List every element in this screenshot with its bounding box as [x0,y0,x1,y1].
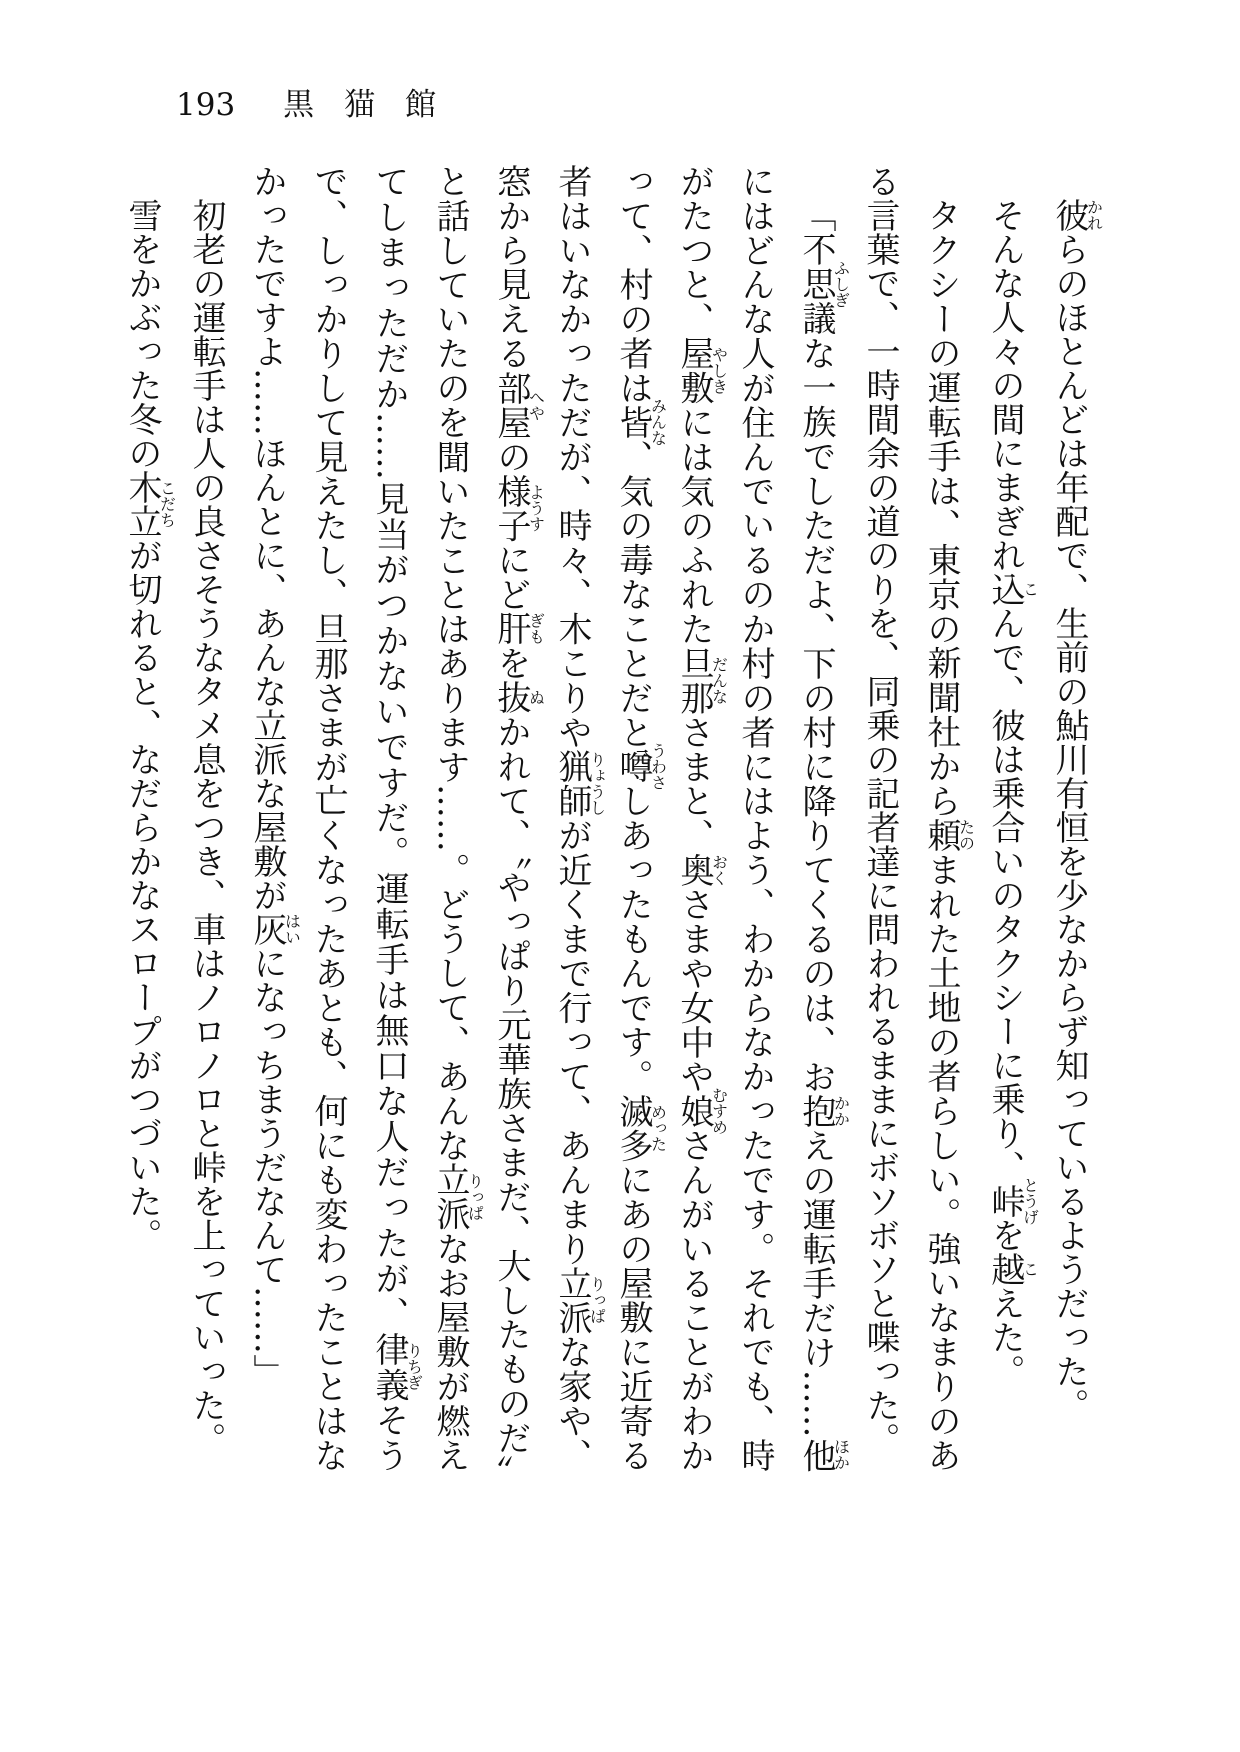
ruby-annotated-word: 奥おく [674,852,729,888]
ruby-annotated-word: 峠とうげ [985,1177,1040,1225]
text-block [120,164,1102,1472]
running-head [176,87,467,123]
ruby-annotated-word: 皆みんな [613,398,668,447]
ruby-annotated-word: 立派りっぱ [552,1265,607,1335]
book-title: 黒猫館 [283,87,467,123]
ruby-annotated-word: 込こ [985,572,1040,606]
ruby-annotated-word: 不思議ふしぎ [796,232,851,336]
paragraph: 彼かれらのほとんどは年配で、生前の鮎川有恒を少なからず知っているようだった。 [1049,198,1104,1422]
ruby-annotated-word: 屋敷やしき [674,336,729,406]
ruby-annotated-word: 律義りちぎ [369,1331,424,1403]
ruby-annotated-word: 肝ぎも [491,611,546,646]
ruby-annotated-word: 頼たの [921,818,976,853]
ruby-annotated-word: 猟師りょうし [552,749,607,819]
ruby-annotated-word: 噂うわさ [613,742,668,791]
ruby-annotated-word: 滅多めった [613,1093,668,1163]
paragraph: タクシーの運転手は、東京の新聞社から頼たのまれた土地の者らしい。強いなまりのある言葉で、一時間余の道のりを、同乗の記者達に問われるままにボソボソと喋った。 [860,164,976,1473]
ruby-annotated-word: 立派りっぱ [430,1162,485,1232]
ruby-annotated-word: 灰はい [247,912,302,946]
ruby-annotated-word: 彼かれ [1049,198,1104,232]
paragraph: 「不思議ふしぎな一族でしただよ、下の村に降りてくるのは、お抱かかえの運転手だけ……他ほかにはどんな人が住んでいるのか村の者にはよう、わからなかったです。それでも、時がたつと、屋敷やしきには気のふれた旦那だんなさまと、奥おくさまや女中や娘むすめさんがいることがわかって、村の者は皆みんな、気の毒なことだと噂うわさしあったもんです。滅多めったにあの屋敷に近寄る者はいなかっただが、時々、木こりや猟師りょうしが近くまで行って、あんまり立派りっぱな家や、窓から見える部屋へやの様子ようすにど肝ぎもを抜ぬかれて、〝やっぱり元華族さまだ、大したものだ〟と話していたのを聞いたことはあります……。どうして、あんな立派りっぱなお屋敷が燃えてしまっただか……見当がつかないですだ。運転手は無口な人だったが、律義りちぎそうで、しっかりして見えたし、旦那さまが亡くなったあとも、何にも変わったことはなかったですよ……ほんとに、あんな立派な屋敷が灰はいになっちまうだなんて……」 [247,164,851,1473]
ruby-annotated-word: 旦那だんな [674,646,729,715]
ruby-annotated-word: 抜ぬ [491,680,546,715]
ruby-annotated-word: 抱かか [796,1093,851,1129]
ruby-annotated-word: 様子ようす [491,473,546,543]
paragraph: 雪をかぶった冬の木立こだちが切れると、なだらかなスロープがつづいた。 [122,198,177,1252]
page-number: 193 [176,87,236,123]
ruby-annotated-word: 越こ [985,1252,1040,1286]
ruby-annotated-word: 娘むすめ [674,1086,729,1135]
paragraph: そんな人々の間にまぎれ込こんで、彼は乗合いのタクシーに乗り、峠とうげを越こえた。 [985,198,1040,1388]
ruby-annotated-word: 他ほか [796,1437,851,1473]
paragraph: 初老の運転手は人の良さそうなタメ息をつき、車はノロノロと峠を上っていった。 [186,198,226,1456]
ruby-annotated-word: 木立こだち [122,470,177,538]
ruby-annotated-word: 部屋へや [491,370,546,440]
